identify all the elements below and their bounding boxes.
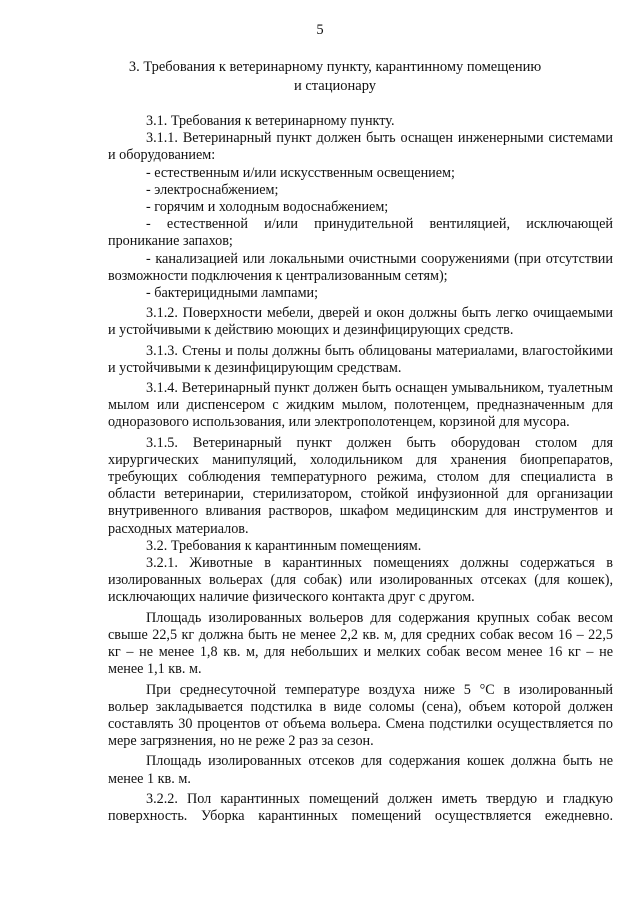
paragraph-3-1-3: 3.1.3. Стены и полы должны быть облицованы материалами, влагостойкими и устойчивыми к дезинфицирующим средствам. (108, 342, 613, 376)
paragraph-bedding: При среднесуточной температуре воздуха ниже 5 °С в изолированный вольер закладывается подстилка в виде соломы (сена), объем которой должен составлять 30 процентов от объема вольера. Смена подстилки осуществляется по мере загрязнения, но не реже 2 раз за сезон. (108, 681, 613, 750)
section-title (100, 58, 570, 96)
paragraph-cat-compartment-area: Площадь изолированных отсеков для содержания кошек должна быть не менее 1 кв. м. (108, 753, 613, 787)
list-item-lighting: - естественным и/или искусственным освещением; (146, 164, 455, 181)
paragraph-3-2-2: 3.2.2. Пол карантинных помещений должен иметь твердую и гладкую поверхность. Уборка карантинных помещений осуществляется ежедневно. (108, 790, 613, 824)
list-item-lamps: - бактерицидными лампами; (146, 285, 319, 302)
page-number: 5 (316, 22, 324, 38)
paragraph-3-1-2: 3.1.2. Поверхности мебели, дверей и окон должны быть легко очищаемыми и устойчивыми к действию моющих и дезинфицирующих средств. (108, 305, 613, 339)
paragraph-3-1-5: 3.1.5. Ветеринарный пункт должен быть оборудован столом для хирургических манипуляций, холодильником для хранения биопрепаратов, требующих соблюдения температурного режима, столом для специалиста в области ветеринарии, стерилизатором, стойкой инфузионной для организации внутривенного вливания растворов, шкафом медицинским для инструментов и расходных материалов. (108, 434, 613, 537)
list-item-power: - электроснабжением; (146, 181, 279, 198)
paragraph-3-2: 3.2. Требования к карантинным помещениям. (146, 537, 422, 554)
section-title-line-2: и стационару (293, 78, 377, 94)
paragraph-3-2-1: 3.2.1. Животные в карантинных помещениях должны содержаться в изолированных вольерах (для собак) или изолированных отсеках (для кошек), исключающих наличие физического контакта друг с другом. (108, 555, 613, 606)
paragraph-3-1-4: 3.1.4. Ветеринарный пункт должен быть оснащен умывальником, туалетным мылом или диспенсером с жидким мылом, полотенцем, предназначенным для одноразового использования, или электрополотенцем, корзиной для мусора. (108, 380, 613, 431)
list-item-water: - горячим и холодным водоснабжением; (146, 199, 389, 216)
paragraph-dog-enclosure-area: Площадь изолированных вольеров для содержания крупных собак весом свыше 22,5 кг должна быть не менее 2,2 кв. м, для средних собак весом 16 – 22,5 кг – не менее 1,8 кв. м, для небольших и мелких собак весом менее 16 кг – не менее 1,1 кв. м. (108, 609, 613, 678)
paragraph-3-1-1: 3.1.1. Ветеринарный пункт должен быть оснащен инженерными системами и оборудованием: (108, 130, 613, 164)
list-item-sewerage: - канализацией или локальными очистными сооружениями (при отсутствии возможности подключения к централизованным сетям); (108, 250, 613, 284)
document-body (108, 113, 613, 825)
list-item-ventilation: - естественной и/или принудительной вентиляцией, исключающей проникание запахов; (108, 216, 613, 250)
paragraph-3-1: 3.1. Требования к ветеринарному пункту. (146, 113, 395, 129)
section-title-line-1: 3. Требования к ветеринарному пункту, карантинному помещению (128, 59, 542, 75)
